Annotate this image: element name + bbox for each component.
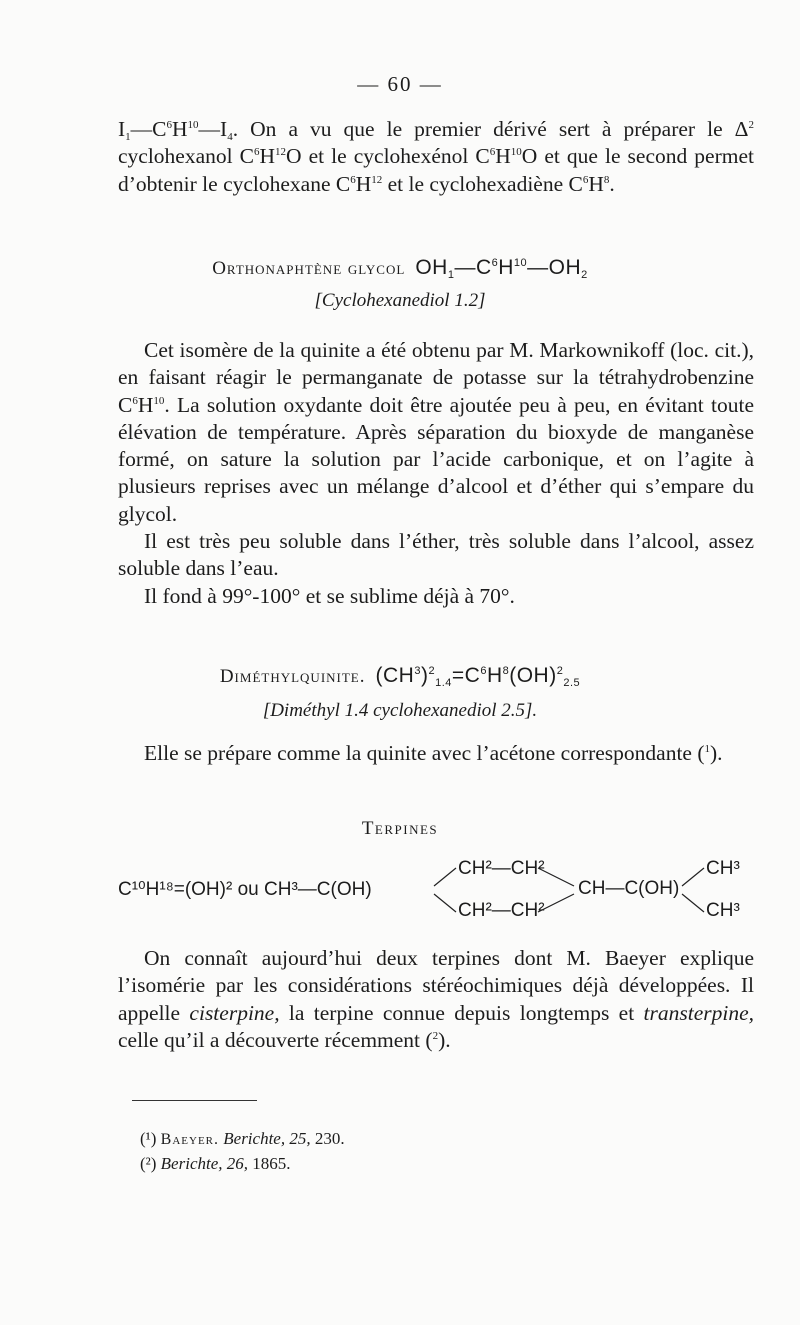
formula-left: C¹⁰H¹⁸=(OH)² ou CH³—C(OH) xyxy=(118,879,372,900)
compound-systematic-name: [Cyclohexanediol 1.2] xyxy=(314,290,486,311)
footnotes xyxy=(140,1127,345,1176)
ring-bottom: CH²—CH² xyxy=(458,900,545,921)
footnote-2: (²) Berichte, 26, 1865. xyxy=(140,1154,291,1173)
footnote-1: (¹) Baeyer. Berichte, 25, 230. xyxy=(140,1129,345,1148)
intro-paragraph: $I_1—C^6H^{10}—I_4$. On a vu que le premier dérivé sert à préparer le $\Delta^2$ cyclohexanol $C^6H^{12}O$ et le cyclohexénol $C^6H^{10}O$ et que le second permet d’obtenir le cyclohexane $C^6H^{12}$ et le cyclohexadiène $C^6H^8$. xyxy=(118,117,754,196)
formula-middle: CH—C(OH) xyxy=(578,878,680,899)
section2-body: Elle se prépare comme la quinite avec l’acétone correspondante ($^1$). xyxy=(144,741,723,765)
section-heading-dimethylquinite xyxy=(0,664,800,688)
compound-name: Diméthylquinite. xyxy=(219,666,366,687)
section3-body: On connaît aujourd’hui deux terpines dont M. Baeyer explique l’isomérie par les considérations stéréochimiques déjà développées. Il appelle cisterpine, la terpine connue depuis longtemps et transterpine, celle qu’il a découverte récemment ($^2$). xyxy=(118,946,754,1052)
bond-lines xyxy=(118,850,768,930)
compound-formula: $OH_1—C^6H^{10}—OH_2$ xyxy=(415,256,588,281)
section-heading-orthonaphtene xyxy=(0,256,800,280)
compound-name: Orthonaphtène glycol xyxy=(212,258,406,279)
compound-formula: $(CH^3)^2_{1.4}=C^6H^8(OH)^2_{2.5}$ xyxy=(375,664,581,689)
page-number: — 60 — xyxy=(357,72,443,96)
section1-body: Cet isomère de la quinite a été obtenu par M. Markownikoff (loc. cit.), en faisant réagir le permanganate de potasse sur la tétrahydrobenzine $C^6H^{10}$. La solution oxydante doit être ajoutée peu à peu, en évitant toute élévation de température. Après séparation du bioxyde de manganèse formé, on sature la solution par l’acide carbonique, et on l’agite à plusieurs reprises avec un mélange d’alcool et d’éther qui s’empare du glycol. Il est très peu soluble dans l’éther, très soluble dans l’alcool, assez soluble dans l’eau. Il fond à 99°-100° et se sublime déjà à 70°. xyxy=(118,338,754,608)
terpine-structural-formula xyxy=(118,850,768,930)
compound-systematic-name: [Diméthyl 1.4 cyclohexanediol 2.5]. xyxy=(262,700,538,721)
footnote-divider xyxy=(132,1100,257,1101)
methyl-top: CH³ xyxy=(706,858,740,879)
section-heading-terpines: Terpines xyxy=(361,818,439,839)
ring-top: CH²—CH² xyxy=(458,858,545,879)
methyl-bottom: CH³ xyxy=(706,900,740,921)
